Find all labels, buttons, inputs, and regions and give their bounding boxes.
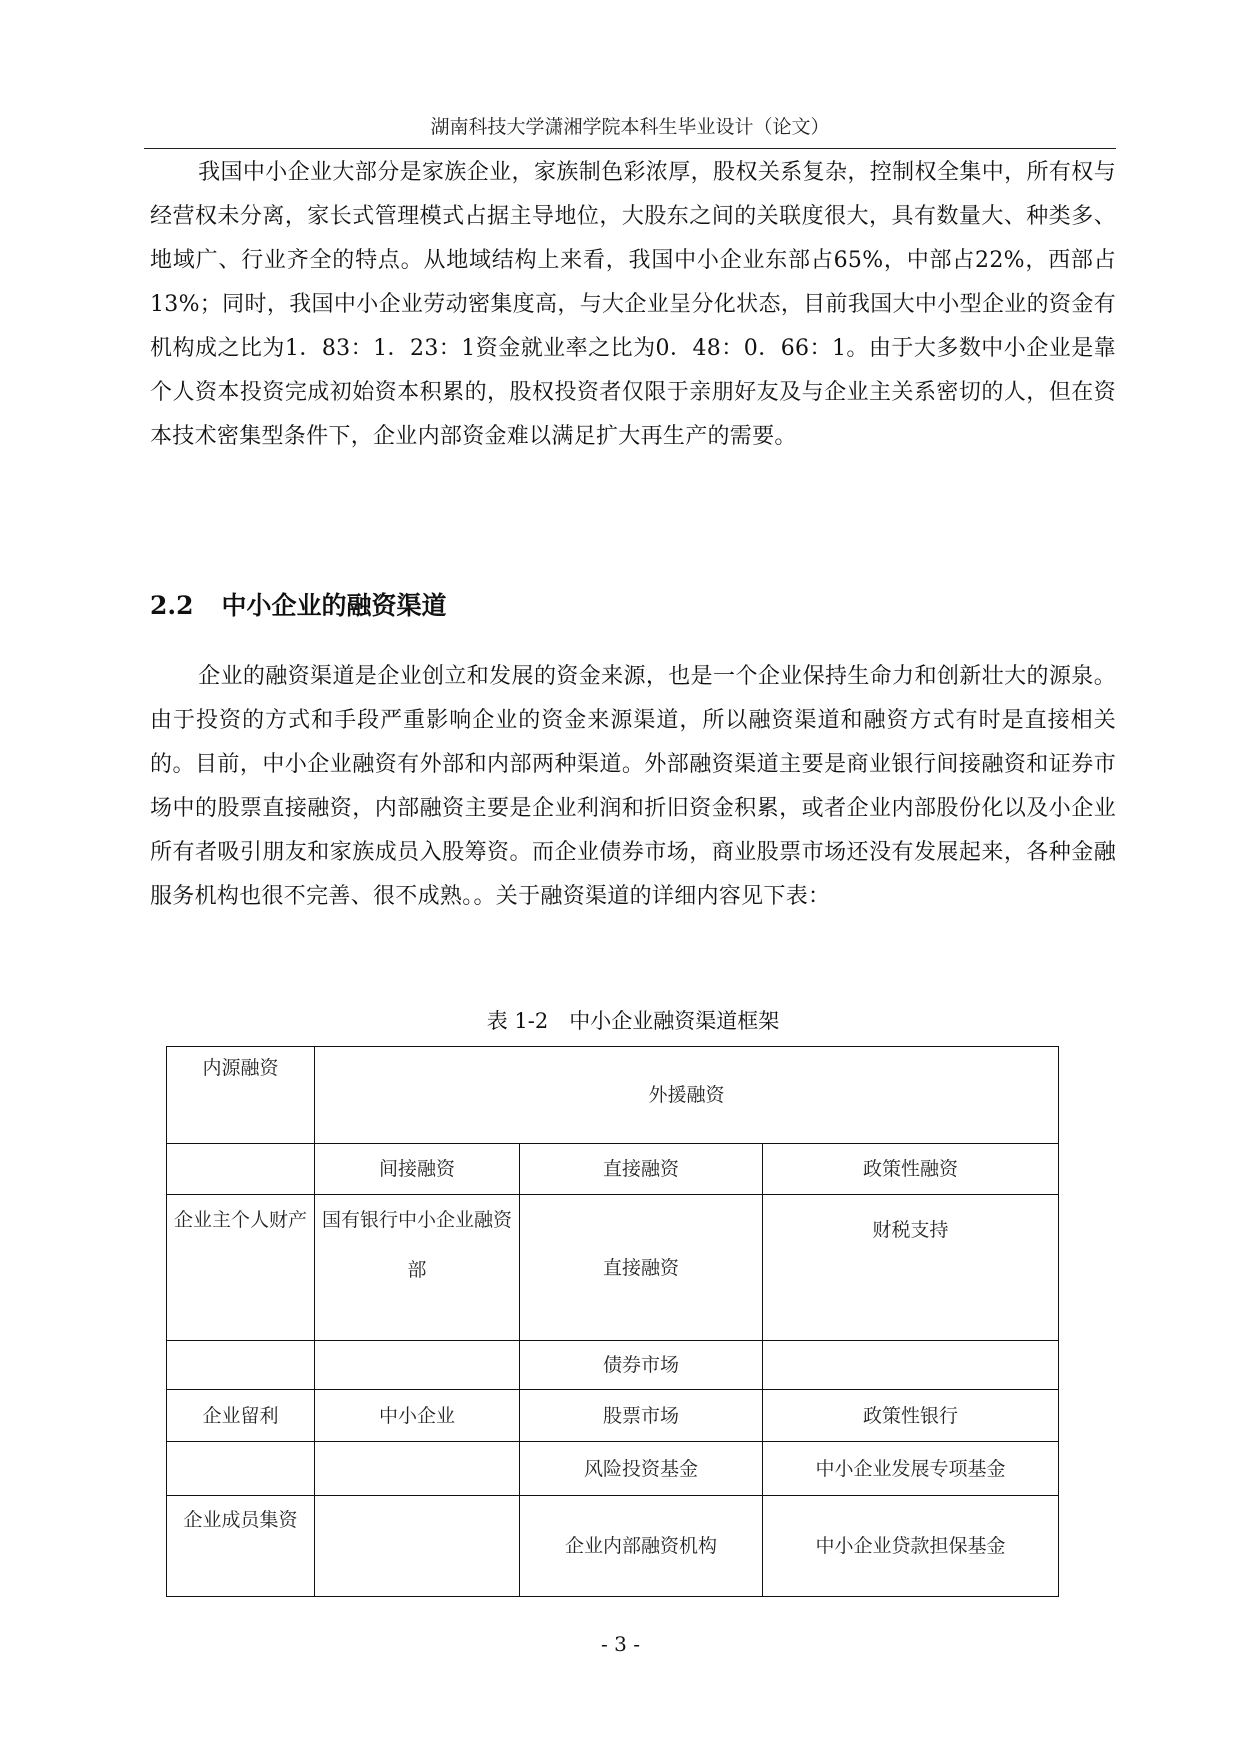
header-rule bbox=[144, 148, 1116, 149]
table-row bbox=[167, 1195, 1059, 1341]
table-caption: 表 1-2 中小企业融资渠道框架 bbox=[486, 1009, 780, 1033]
subheader-policy-financing: 政策性融资 bbox=[763, 1144, 1059, 1195]
page-header: 湖南科技大学潇湘学院本科生毕业设计（论文） bbox=[430, 116, 830, 138]
table-cell: 企业成员集资 bbox=[167, 1496, 315, 1597]
table-cell bbox=[167, 1341, 315, 1390]
body-paragraph-1 bbox=[150, 151, 1116, 459]
subheader-indirect-financing: 间接融资 bbox=[315, 1144, 520, 1195]
table-cell: 政策性银行 bbox=[763, 1390, 1059, 1442]
section-number: 2.2 bbox=[150, 591, 194, 620]
table-cell bbox=[167, 1442, 315, 1496]
table-row bbox=[167, 1442, 1059, 1496]
body-paragraph-2 bbox=[150, 655, 1116, 919]
section-title: 中小企业的融资渠道 bbox=[221, 591, 447, 620]
table-row bbox=[167, 1144, 1059, 1195]
financing-channel-table bbox=[166, 1046, 1059, 1597]
subheader-direct-financing: 直接融资 bbox=[520, 1144, 763, 1195]
table-cell: 中小企业 bbox=[315, 1390, 520, 1442]
table-cell bbox=[763, 1341, 1059, 1390]
table-cell: 风险投资基金 bbox=[520, 1442, 763, 1496]
paragraph-2-text: 企业的融资渠道是企业创立和发展的资金来源，也是一个企业保持生命力和创新壮大的源泉。由于投资的方式和手段严重影响企业的资金来源渠道，所以融资渠道和融资方式有时是直接相关的。目前，中小企业融资有外部和内部两种渠道。外部融资渠道主要是商业银行间接融资和证券市场中的股票直接融资，内部融资主要是企业利润和折旧资金积累，或者企业内部股份化以及小企业所有者吸引朋友和家族成员入股筹资。而企业债券市场，商业股票市场还没有发展起来，各种金融服务机构也很不完善、很不成熟。。关于融资渠道的详细内容见下表： bbox=[150, 664, 1116, 909]
table-cell bbox=[315, 1496, 520, 1597]
table-row bbox=[167, 1496, 1059, 1597]
table-row bbox=[167, 1341, 1059, 1390]
table-cell bbox=[315, 1341, 520, 1390]
paragraph-1-text: 我国中小企业大部分是家族企业，家族制色彩浓厚，股权关系复杂，控制权全集中，所有权与经营权未分离，家长式管理模式占据主导地位，大股东之间的关联度很大，具有数量大、种类多、地域广、行业齐全的特点。从地域结构上来看，我国中小企业东部占65%，中部占22%，西部占13%；同时，我国中小企业劳动密集度高，与大企业呈分化状态，目前我国大中小型企业的资金有机构成之比为1．83：1．23：1资金就业率之比为0．48：0．66：1。由于大多数中小企业是靠个人资本投资完成初始资本积累的，股权投资者仅限于亲朋好友及与企业主关系密切的人，但在资本技术密集型条件下，企业内部资金难以满足扩大再生产的需要。 bbox=[150, 160, 1116, 449]
table-cell: 债券市场 bbox=[520, 1341, 763, 1390]
table-cell: 财税支持 bbox=[763, 1195, 1059, 1341]
table-cell: 直接融资 bbox=[520, 1195, 763, 1341]
table-cell bbox=[315, 1442, 520, 1496]
page-number: - 3 - bbox=[601, 1632, 640, 1656]
table-cell: 中小企业贷款担保基金 bbox=[763, 1496, 1059, 1597]
header-external-financing: 外援融资 bbox=[315, 1047, 1059, 1144]
table-row bbox=[167, 1047, 1059, 1144]
section-heading bbox=[150, 588, 447, 624]
table-cell: 企业主个人财产 bbox=[167, 1195, 315, 1341]
table-cell: 企业留利 bbox=[167, 1390, 315, 1442]
table-cell: 中小企业发展专项基金 bbox=[763, 1442, 1059, 1496]
table-cell: 企业内部融资机构 bbox=[520, 1496, 763, 1597]
table-row bbox=[167, 1390, 1059, 1442]
table-cell: 国有银行中小企业融资部 bbox=[315, 1195, 520, 1341]
table-cell bbox=[167, 1144, 315, 1195]
table-cell: 股票市场 bbox=[520, 1390, 763, 1442]
header-internal-financing: 内源融资 bbox=[167, 1047, 315, 1144]
